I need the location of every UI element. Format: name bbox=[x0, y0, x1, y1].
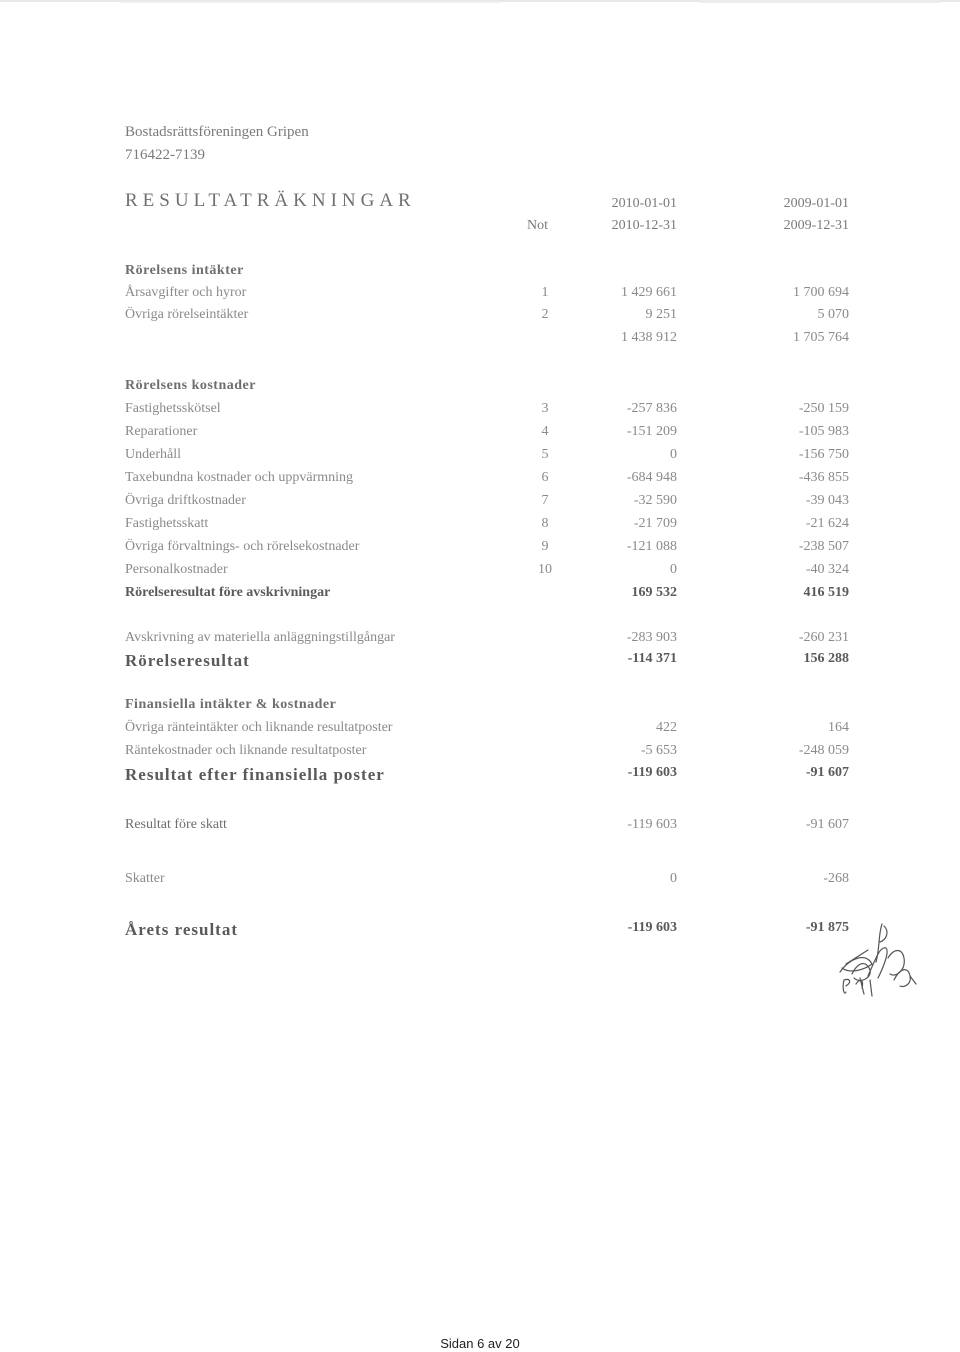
row-value-2010: 1 438 912 bbox=[621, 330, 677, 345]
table-row bbox=[0, 401, 960, 423]
row-value-2009: 5 070 bbox=[817, 307, 849, 322]
row-note: 2 bbox=[541, 307, 549, 322]
row-value-2010: -119 603 bbox=[627, 920, 677, 935]
not-column-header: Not bbox=[527, 218, 548, 233]
table-row bbox=[0, 424, 960, 446]
page-footer: Sidan 6 av 20 bbox=[440, 1336, 520, 1351]
row-value-2010: 0 bbox=[670, 871, 677, 886]
section-heading-income: Rörelsens intäkter bbox=[125, 263, 244, 278]
col2-period-to: 2009-12-31 bbox=[783, 218, 849, 233]
row-value-2009: -91 875 bbox=[805, 920, 849, 935]
row-value-2010: 0 bbox=[670, 562, 677, 577]
row-value-2010: 0 bbox=[670, 447, 677, 462]
row-label: Avskrivning av materiella anläggningstillgångar bbox=[125, 630, 395, 645]
row-value-2009: -21 624 bbox=[805, 516, 849, 531]
col2-period-from: 2009-01-01 bbox=[783, 196, 849, 211]
row-value-2010: -151 209 bbox=[626, 424, 677, 439]
row-note: 8 bbox=[541, 516, 549, 531]
row-value-2009: -91 607 bbox=[805, 765, 849, 780]
row-note: 6 bbox=[541, 470, 549, 485]
row-label: Reparationer bbox=[125, 424, 198, 439]
row-value-2009: 1 700 694 bbox=[793, 285, 849, 300]
section-heading-costs: Rörelsens kostnader bbox=[125, 378, 256, 393]
table-row-total bbox=[0, 920, 960, 942]
table-row bbox=[0, 539, 960, 561]
section-heading-financial: Finansiella intäkter & kostnader bbox=[125, 697, 337, 712]
row-value-2010: -121 088 bbox=[626, 539, 677, 554]
row-label: Resultat före skatt bbox=[125, 817, 227, 832]
row-value-2009: -238 507 bbox=[798, 539, 849, 554]
row-label: Årsavgifter och hyror bbox=[125, 285, 247, 300]
table-row bbox=[0, 307, 960, 329]
row-label: Övriga förvaltnings- och rörelsekostnader bbox=[125, 539, 360, 554]
row-label: Övriga driftkostnader bbox=[125, 493, 246, 508]
table-row bbox=[0, 562, 960, 584]
row-value-2010: -21 709 bbox=[633, 516, 677, 531]
row-note: 10 bbox=[538, 562, 552, 577]
row-note: 1 bbox=[541, 285, 549, 300]
row-value-2010: -119 603 bbox=[627, 765, 677, 780]
row-label: Årets resultat bbox=[125, 920, 238, 939]
table-row bbox=[0, 720, 960, 742]
row-note: 7 bbox=[541, 493, 549, 508]
table-row bbox=[0, 817, 960, 839]
handwritten-signature bbox=[820, 918, 930, 998]
scan-edge-noise bbox=[0, 0, 960, 6]
row-value-2010: 422 bbox=[656, 720, 677, 735]
row-value-2009: -248 059 bbox=[798, 743, 849, 758]
row-label: Räntekostnader och liknande resultatposter bbox=[125, 743, 367, 758]
table-row bbox=[0, 871, 960, 893]
org-number: 716422-7139 bbox=[125, 147, 205, 163]
row-note: 4 bbox=[541, 424, 549, 439]
row-value-2009: -250 159 bbox=[798, 401, 849, 416]
table-row-subtotal bbox=[0, 585, 960, 607]
row-value-2009: -268 bbox=[823, 871, 849, 886]
row-value-2009: -156 750 bbox=[798, 447, 849, 462]
row-value-2010: -684 948 bbox=[626, 470, 677, 485]
row-value-2009: -260 231 bbox=[798, 630, 849, 645]
row-value-2009: -436 855 bbox=[798, 470, 849, 485]
table-row bbox=[0, 630, 960, 652]
row-value-2010: -283 903 bbox=[626, 630, 677, 645]
row-value-2010: 1 429 661 bbox=[621, 285, 677, 300]
row-value-2009: -91 607 bbox=[805, 817, 849, 832]
row-note: 5 bbox=[541, 447, 549, 462]
row-value-2010: -119 603 bbox=[627, 817, 677, 832]
row-value-2009: -105 983 bbox=[798, 424, 849, 439]
row-value-2010: -114 371 bbox=[627, 651, 677, 666]
row-value-2010: -257 836 bbox=[626, 401, 677, 416]
col1-period-to: 2010-12-31 bbox=[611, 218, 677, 233]
row-label: Övriga ränteintäkter och liknande resultatposter bbox=[125, 720, 393, 735]
row-value-2009: -40 324 bbox=[805, 562, 849, 577]
table-row bbox=[0, 743, 960, 765]
row-value-2009: 156 288 bbox=[803, 651, 849, 666]
row-label: Underhåll bbox=[125, 447, 181, 462]
table-row bbox=[0, 447, 960, 469]
row-label: Fastighetsskötsel bbox=[125, 401, 221, 416]
row-label: Personalkostnader bbox=[125, 562, 228, 577]
row-label: Skatter bbox=[125, 871, 165, 886]
document-title: RESULTATRÄKNINGAR bbox=[125, 190, 416, 211]
table-row bbox=[0, 516, 960, 538]
row-label: Övriga rörelseintäkter bbox=[125, 307, 249, 322]
row-value-2009: -39 043 bbox=[805, 493, 849, 508]
table-row bbox=[0, 285, 960, 307]
row-note: 9 bbox=[541, 539, 549, 554]
row-note: 3 bbox=[541, 401, 549, 416]
table-row-total bbox=[0, 765, 960, 787]
row-label: Fastighetsskatt bbox=[125, 516, 209, 531]
row-label: Resultat efter finansiella poster bbox=[125, 765, 385, 784]
row-label: Rörelseresultat bbox=[125, 651, 250, 670]
row-value-2009: 164 bbox=[828, 720, 849, 735]
col1-period-from: 2010-01-01 bbox=[611, 196, 677, 211]
row-value-2010: -32 590 bbox=[633, 493, 677, 508]
table-row bbox=[0, 493, 960, 515]
row-value-2010: -5 653 bbox=[640, 743, 677, 758]
row-value-2009: 416 519 bbox=[803, 585, 849, 600]
row-label: Rörelseresultat före avskrivningar bbox=[125, 585, 331, 600]
org-name: Bostadsrättsföreningen Gripen bbox=[125, 124, 309, 140]
row-value-2010: 169 532 bbox=[631, 585, 677, 600]
table-row-total bbox=[0, 651, 960, 673]
table-row-subtotal bbox=[0, 330, 960, 352]
table-row bbox=[0, 470, 960, 492]
row-value-2010: 9 251 bbox=[645, 307, 677, 322]
row-label: Taxebundna kostnader och uppvärmning bbox=[125, 470, 354, 485]
row-value-2009: 1 705 764 bbox=[793, 330, 849, 345]
